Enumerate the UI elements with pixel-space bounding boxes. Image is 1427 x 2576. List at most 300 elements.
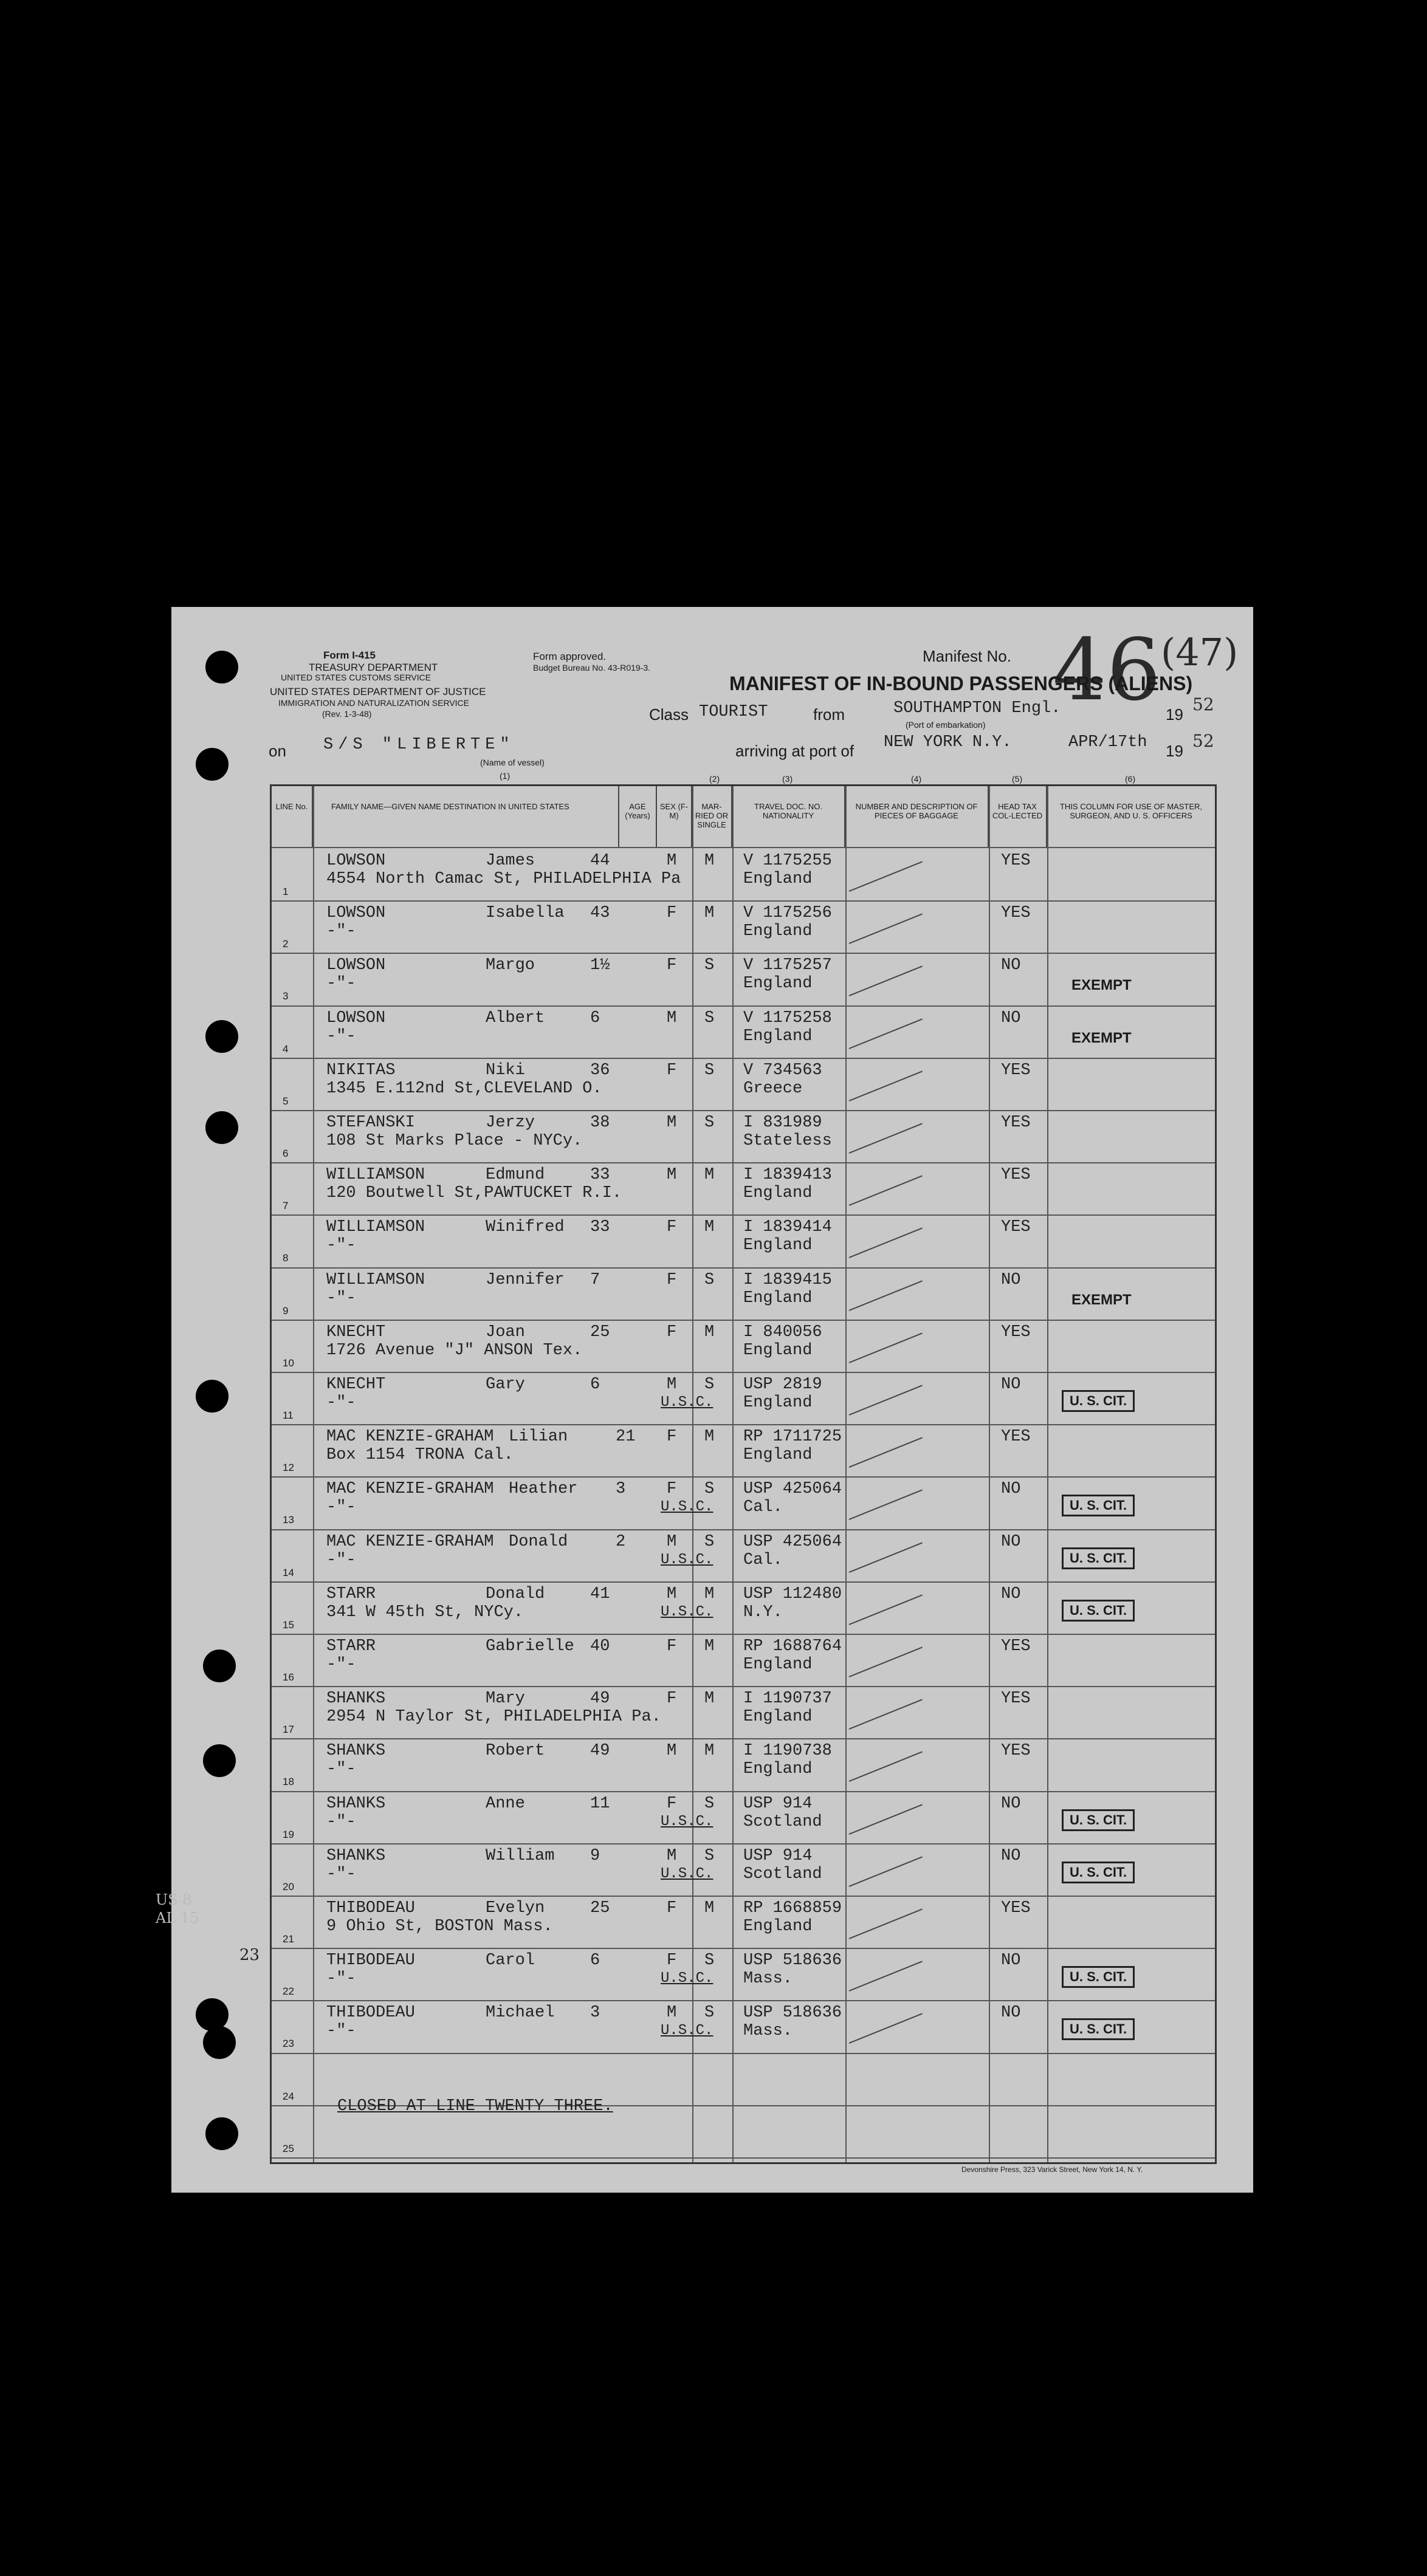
head-tax: NO <box>1001 1270 1021 1289</box>
head-tax: NO <box>1001 1480 1021 1499</box>
usc-mark: U.S.C. <box>661 1394 713 1411</box>
col-header-baggage: NUMBER AND DESCRIPTION OF PIECES OF BAGGAGE <box>845 786 989 847</box>
head-tax: NO <box>1001 1584 1021 1603</box>
line-number: 23 <box>283 2038 294 2050</box>
head-tax: YES <box>1001 1899 1031 1917</box>
check-stroke <box>849 1594 923 1625</box>
table-row <box>272 1529 1215 1581</box>
age: 6 <box>590 1009 600 1027</box>
nationality: England <box>743 975 813 993</box>
destination: -"- <box>326 975 356 993</box>
family-name: MAC KENZIE-GRAHAM <box>326 1428 494 1447</box>
sex: F <box>667 1061 677 1080</box>
sex: F <box>667 1480 677 1499</box>
age: 43 <box>590 904 610 923</box>
us-citizen-stamp: U. S. CIT. <box>1062 1495 1135 1516</box>
table-row <box>272 1162 1215 1214</box>
given-name: William <box>486 1846 555 1865</box>
head-tax: YES <box>1001 1690 1031 1708</box>
table-row <box>272 848 1215 900</box>
travel-doc: I 1839415 <box>743 1270 832 1289</box>
family-name: MAC KENZIE-GRAHAM <box>326 1480 494 1499</box>
age: 11 <box>590 1794 610 1813</box>
given-name: Anne <box>486 1794 525 1813</box>
sex: M <box>667 1584 677 1603</box>
family-name: SHANKS <box>326 1742 386 1761</box>
sex: F <box>667 1637 677 1656</box>
vessel-name: S/S "LIBERTE" <box>323 736 515 754</box>
marital-status: S <box>704 1846 715 1865</box>
treasury-dept: TREASURY DEPARTMENT <box>309 662 438 673</box>
age: 21 <box>616 1428 636 1447</box>
table-row <box>272 1267 1215 1320</box>
destination: -"- <box>326 1498 356 1517</box>
manifest-number-alt: (47) <box>1161 630 1239 674</box>
vessel-col: (1) <box>500 771 511 781</box>
destination: -"- <box>326 1656 356 1674</box>
head-tax: YES <box>1001 904 1031 923</box>
table-row <box>272 1581 1215 1634</box>
table-row <box>272 1005 1215 1058</box>
sex: F <box>667 1899 677 1917</box>
marital-status: M <box>704 1637 715 1656</box>
sex: F <box>667 956 677 975</box>
age: 33 <box>590 1218 610 1237</box>
row-rule <box>272 2157 1215 2159</box>
travel-doc: USP 914 <box>743 1846 813 1865</box>
check-stroke <box>849 1699 923 1730</box>
us-citizen-stamp: U. S. CIT. <box>1062 1390 1135 1412</box>
manifest-title: MANIFEST OF IN-BOUND PASSENGERS (ALIENS) <box>729 673 1193 694</box>
form-number: Form I-415 <box>323 649 376 661</box>
age: 25 <box>590 1899 610 1917</box>
travel-doc: V 1175258 <box>743 1009 832 1027</box>
line-number: 10 <box>283 1357 294 1369</box>
sex: M <box>667 1166 677 1185</box>
line-number: 17 <box>283 1724 294 1736</box>
table-row <box>272 1424 1215 1476</box>
check-stroke <box>849 1228 923 1259</box>
check-stroke <box>849 1176 923 1207</box>
arrival-date: APR/17th <box>1068 733 1147 752</box>
check-stroke <box>849 1856 923 1887</box>
line-number: 18 <box>283 1776 294 1788</box>
col-number-6: (6) <box>1125 774 1136 784</box>
family-name: THIBODEAU <box>326 1951 415 1970</box>
check-stroke <box>849 1752 923 1783</box>
line-number: 12 <box>283 1462 294 1474</box>
destination: -"- <box>326 922 356 941</box>
printer-footer: Devonshire Press, 323 Varick Street, New York 14, N. Y. <box>961 2165 1143 2174</box>
family-name: LOWSON <box>326 852 386 870</box>
punch-hole <box>205 1111 238 1144</box>
usc-mark: U.S.C. <box>661 1813 713 1830</box>
nationality: England <box>743 1917 813 1936</box>
nationality: England <box>743 1289 813 1307</box>
sex: F <box>667 904 677 923</box>
punch-hole <box>205 1020 238 1053</box>
us-citizen-stamp: U. S. CIT. <box>1062 1600 1135 1622</box>
nationality: Scotland <box>743 1865 822 1883</box>
punch-hole <box>205 651 238 683</box>
col-header-name: FAMILY NAME—GIVEN NAME DESTINATION IN UNITED STATES <box>313 786 619 847</box>
check-stroke <box>849 1018 923 1049</box>
table-row <box>272 2000 1215 2052</box>
destination: -"- <box>326 1236 356 1255</box>
destination: -"- <box>326 1289 356 1307</box>
head-tax: NO <box>1001 1009 1021 1027</box>
table-row <box>272 1634 1215 1686</box>
nationality: Stateless <box>743 1132 832 1150</box>
table-row <box>272 1843 1215 1896</box>
marital-status: M <box>704 1742 715 1761</box>
given-name: Isabella <box>486 904 565 923</box>
class-label: Class <box>649 705 689 724</box>
age: 2 <box>616 1532 626 1551</box>
marital-status: S <box>704 1270 715 1289</box>
usc-mark: U.S.C. <box>661 1551 713 1568</box>
us-citizen-stamp: U. S. CIT. <box>1062 1862 1135 1883</box>
family-name: LOWSON <box>326 904 386 923</box>
punch-hole <box>203 2026 236 2059</box>
head-tax: NO <box>1001 2004 1021 2023</box>
given-name: Margo <box>486 956 535 975</box>
destination: -"- <box>326 1027 356 1046</box>
sex: M <box>667 1009 677 1027</box>
col-number-3: (3) <box>782 774 793 784</box>
travel-doc: USP 112480 <box>743 1584 842 1603</box>
sex: F <box>667 1323 677 1341</box>
revision: (Rev. 1-3-48) <box>322 709 372 719</box>
head-tax: YES <box>1001 1637 1031 1656</box>
destination: 1726 Avenue "J" ANSON Tex. <box>326 1341 583 1360</box>
marital-status: S <box>704 1480 715 1499</box>
line-number: 9 <box>283 1304 289 1317</box>
destination: 341 W 45th St, NYCy. <box>326 1603 524 1622</box>
family-name: WILLIAMSON <box>326 1270 425 1289</box>
nationality: England <box>743 1760 813 1779</box>
travel-doc: I 1839414 <box>743 1218 832 1237</box>
usc-mark: U.S.C. <box>661 1603 713 1620</box>
destination: 9 Ohio St, BOSTON Mass. <box>326 1917 553 1936</box>
us-citizen-stamp: U. S. CIT. <box>1062 1966 1135 1988</box>
check-stroke <box>849 861 923 892</box>
exempt-stamp: EXEMPT <box>1071 1291 1132 1308</box>
destination: -"- <box>326 1394 356 1412</box>
col-header-officers: THIS COLUMN FOR USE OF MASTER, SURGEON, AND U. S. OFFICERS <box>1059 802 1202 820</box>
head-tax: YES <box>1001 1323 1031 1341</box>
travel-doc: I 831989 <box>743 1114 822 1132</box>
margin-note-1: US 8 <box>156 1891 192 1908</box>
margin-note-2: AL 15 <box>156 1910 199 1927</box>
line-number: 6 <box>283 1148 289 1159</box>
nationality: England <box>743 922 813 941</box>
nationality: England <box>743 1184 813 1203</box>
destination: -"- <box>326 1812 356 1831</box>
destination: Box 1154 TRONA Cal. <box>326 1446 514 1465</box>
usc-mark: U.S.C. <box>661 1970 713 1987</box>
table-row <box>272 1110 1215 1162</box>
destination: 120 Boutwell St,PAWTUCKET R.I. <box>326 1184 622 1203</box>
nationality: England <box>743 1027 813 1046</box>
age: 41 <box>590 1584 610 1603</box>
nationality: England <box>743 1236 813 1255</box>
travel-doc: USP 425064 <box>743 1532 842 1551</box>
family-name: WILLIAMSON <box>326 1218 425 1237</box>
check-stroke <box>849 1070 923 1101</box>
nationality: England <box>743 1394 813 1412</box>
arrival-port: NEW YORK N.Y. <box>884 733 1012 752</box>
nationality: Cal. <box>743 1550 783 1569</box>
given-name: Heather <box>509 1480 578 1499</box>
usc-mark: U.S.C. <box>661 2023 713 2040</box>
punch-hole <box>203 1649 236 1682</box>
family-name: LOWSON <box>326 1009 386 1027</box>
col-header-married: MAR-RIED OR SINGLE <box>692 786 732 847</box>
travel-doc: I 840056 <box>743 1323 822 1341</box>
col-header-sex: SEX (F-M) <box>657 786 692 847</box>
col-header-line: LINE No. <box>272 786 313 847</box>
travel-doc: USP 2819 <box>743 1375 822 1394</box>
marital-status: M <box>704 1690 715 1708</box>
age: 33 <box>590 1166 610 1185</box>
given-name: Jennifer <box>486 1270 565 1289</box>
age: 38 <box>590 1114 610 1132</box>
justice-dept: UNITED STATES DEPARTMENT OF JUSTICE <box>270 686 486 697</box>
table-row <box>272 1738 1215 1790</box>
table-row <box>272 953 1215 1005</box>
travel-doc: RP 1688764 <box>743 1637 842 1656</box>
line-number: 24 <box>283 2090 294 2102</box>
family-name: THIBODEAU <box>326 1899 415 1917</box>
line-number: 25 <box>283 2142 294 2154</box>
marital-status: M <box>704 1428 715 1447</box>
age: 49 <box>590 1742 610 1761</box>
check-stroke <box>849 1961 923 1992</box>
given-name: Lilian <box>509 1428 568 1447</box>
given-name: Donald <box>509 1532 568 1551</box>
travel-doc: I 1190737 <box>743 1690 832 1708</box>
given-name: Albert <box>486 1009 545 1027</box>
nationality: Scotland <box>743 1812 822 1831</box>
sex: F <box>667 1428 677 1447</box>
destination: -"- <box>326 1970 356 1989</box>
table-row <box>272 1791 1215 1843</box>
age: 3 <box>616 1480 626 1499</box>
line-number: 8 <box>283 1252 289 1264</box>
marital-status: M <box>704 1899 715 1917</box>
marital-status: M <box>704 852 715 870</box>
age: 3 <box>590 2004 600 2023</box>
punch-hole <box>203 1744 236 1777</box>
sex: F <box>667 1951 677 1970</box>
family-name: NIKITAS <box>326 1061 396 1080</box>
marital-status: S <box>704 1532 715 1551</box>
sex: M <box>667 1846 677 1865</box>
given-name: Mary <box>486 1690 525 1708</box>
given-name: Niki <box>486 1061 525 1080</box>
check-stroke <box>849 1280 923 1311</box>
check-stroke <box>849 1437 923 1468</box>
given-name: Robert <box>486 1742 545 1761</box>
us-citizen-stamp: U. S. CIT. <box>1062 2018 1135 2040</box>
marital-status: S <box>704 2004 715 2023</box>
col-header-headtax: HEAD TAX COL-LECTED <box>989 786 1047 847</box>
col-number-5: (5) <box>1012 774 1023 784</box>
travel-doc: USP 518636 <box>743 1951 842 1970</box>
table-row <box>272 1058 1215 1110</box>
year-2: 52 <box>1192 731 1214 751</box>
family-name: SHANKS <box>326 1690 386 1708</box>
marital-status: S <box>704 1009 715 1027</box>
sex: M <box>667 1742 677 1761</box>
nationality: England <box>743 1446 813 1465</box>
table-row <box>272 1372 1215 1424</box>
destination: 1345 E.112nd St,CLEVELAND O. <box>326 1079 602 1098</box>
family-name: SHANKS <box>326 1846 386 1865</box>
family-name: KNECHT <box>326 1375 386 1394</box>
age: 6 <box>590 1951 600 1970</box>
col-number-4: (4) <box>911 774 922 784</box>
punch-hole <box>196 748 229 781</box>
family-name: STARR <box>326 1637 376 1656</box>
given-name: Gabrielle <box>486 1637 574 1656</box>
col-header-age: AGE (Years) <box>619 786 657 847</box>
check-stroke <box>849 1908 923 1939</box>
sex: M <box>667 852 677 870</box>
year-1: 52 <box>1192 694 1214 714</box>
us-citizen-stamp: U. S. CIT. <box>1062 1547 1135 1569</box>
given-name: James <box>486 852 535 870</box>
check-stroke <box>849 1646 923 1677</box>
age: 44 <box>590 852 610 870</box>
passenger-table <box>270 774 1217 2164</box>
age: 25 <box>590 1323 610 1341</box>
travel-doc: V 1175255 <box>743 852 832 870</box>
age: 36 <box>590 1061 610 1080</box>
travel-doc: V 1175256 <box>743 904 832 923</box>
given-name: Evelyn <box>486 1899 545 1917</box>
given-name: Gary <box>486 1375 525 1394</box>
sex: F <box>667 1794 677 1813</box>
line-number: 1 <box>283 886 289 897</box>
col-number-2: (2) <box>709 774 720 784</box>
marital-status: M <box>704 1166 715 1185</box>
destination: -"- <box>326 1865 356 1883</box>
line-number: 22 <box>283 1985 294 1998</box>
family-name: STEFANSKI <box>326 1114 415 1132</box>
head-tax: YES <box>1001 1114 1031 1132</box>
line-number: 13 <box>283 1514 294 1526</box>
given-name: Carol <box>486 1951 535 1970</box>
destination: -"- <box>326 1760 356 1779</box>
embarkation-note: (Port of embarkation) <box>906 720 986 730</box>
nationality: England <box>743 1708 813 1727</box>
destination: 108 St Marks Place - NYCy. <box>326 1132 583 1150</box>
travel-doc: I 1190738 <box>743 1742 832 1761</box>
ins-service: IMMIGRATION AND NATURALIZATION SERVICE <box>278 698 469 708</box>
family-name: STARR <box>326 1584 376 1603</box>
year-prefix-2: 19 <box>1166 742 1183 760</box>
embarkation-port: SOUTHAMPTON Engl. <box>893 699 1061 718</box>
line-number: 3 <box>283 990 289 1002</box>
year-prefix-1: 19 <box>1166 705 1183 724</box>
marital-status: S <box>704 1375 715 1394</box>
travel-doc: RP 1668859 <box>743 1899 842 1917</box>
destination: -"- <box>326 1550 356 1569</box>
table-row <box>272 1686 1215 1738</box>
exempt-stamp: EXEMPT <box>1071 977 1132 994</box>
line-number: 20 <box>283 1880 294 1893</box>
check-stroke <box>849 1804 923 1835</box>
check-stroke <box>849 1490 923 1521</box>
table-row <box>272 1948 1215 2000</box>
marital-status: M <box>704 1584 715 1603</box>
nationality: Mass. <box>743 2022 793 2041</box>
head-tax: YES <box>1001 1061 1031 1080</box>
marital-status: M <box>704 1323 715 1341</box>
family-name: KNECHT <box>326 1323 386 1341</box>
nationality: N.Y. <box>743 1603 783 1622</box>
customs-service: UNITED STATES CUSTOMS SERVICE <box>281 673 432 682</box>
head-tax: YES <box>1001 1166 1031 1185</box>
travel-doc: I 1839413 <box>743 1166 832 1185</box>
sex: M <box>667 1532 677 1551</box>
us-citizen-stamp: U. S. CIT. <box>1062 1809 1135 1831</box>
punch-hole <box>196 1380 229 1413</box>
line-number: 4 <box>283 1043 289 1055</box>
budget-bureau: Budget Bureau No. 43-R019-3. <box>533 663 651 673</box>
class-value: TOURIST <box>699 703 768 721</box>
table-row <box>272 1476 1215 1529</box>
age: 6 <box>590 1375 600 1394</box>
marital-status: M <box>704 1218 715 1237</box>
nationality: Mass. <box>743 1970 793 1989</box>
line-number: 21 <box>283 1933 294 1945</box>
exempt-stamp: EXEMPT <box>1071 1029 1132 1046</box>
line-number: 15 <box>283 1619 294 1631</box>
marital-status: S <box>704 1951 715 1970</box>
travel-doc: USP 914 <box>743 1794 813 1813</box>
form-approved: Form approved. <box>533 651 606 662</box>
head-tax: NO <box>1001 1532 1021 1551</box>
head-tax: NO <box>1001 1846 1021 1865</box>
given-name: Joan <box>486 1323 525 1341</box>
arriving-label: arriving at port of <box>735 742 854 760</box>
sex: M <box>667 2004 677 2023</box>
on-label: on <box>269 742 286 760</box>
line-number: 5 <box>283 1095 289 1107</box>
age: 7 <box>590 1270 600 1289</box>
manifest-label: Manifest No. <box>923 647 1011 665</box>
line-number: 11 <box>283 1410 294 1421</box>
family-name: WILLIAMSON <box>326 1166 425 1185</box>
marital-status: S <box>704 1114 715 1132</box>
marital-status: S <box>704 956 715 975</box>
manifest-number: 46 <box>1053 621 1161 720</box>
head-tax: NO <box>1001 956 1021 975</box>
family-name: THIBODEAU <box>326 2004 415 2023</box>
family-name: LOWSON <box>326 956 386 975</box>
destination: -"- <box>326 2022 356 2041</box>
nationality: Cal. <box>743 1498 783 1517</box>
head-tax: YES <box>1001 1218 1031 1237</box>
sex: F <box>667 1690 677 1708</box>
given-name: Michael <box>486 2004 555 2023</box>
line-number: 2 <box>283 938 289 950</box>
head-tax: NO <box>1001 1375 1021 1394</box>
margin-note-3: 23 <box>239 1946 260 1964</box>
